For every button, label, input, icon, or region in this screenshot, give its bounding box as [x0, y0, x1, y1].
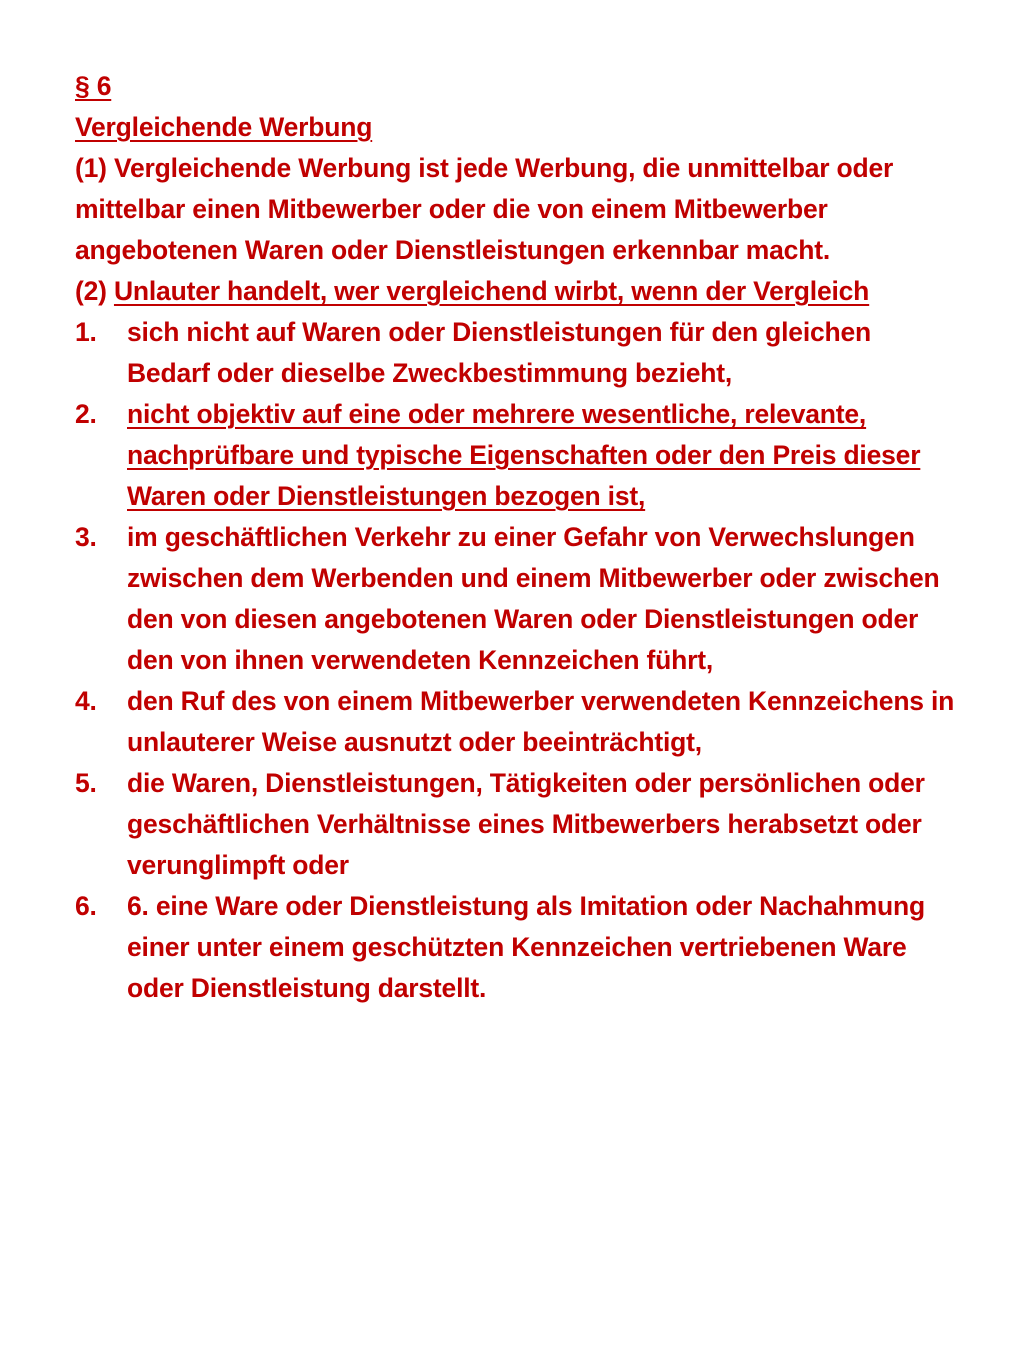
list-item [75, 312, 955, 394]
paragraph-2-underlined: Unlauter handelt, wer vergleichend wirbt, wenn der Vergleich [113, 276, 870, 306]
section-heading: Vergleichende Werbung [75, 112, 373, 142]
conditions-list [75, 312, 955, 1009]
paragraph-2-prefix: (2) [75, 276, 114, 306]
list-item [75, 394, 955, 517]
list-item-number: 4. [75, 686, 97, 716]
section-number: § 6 [75, 71, 112, 101]
list-item-text: nicht objektiv auf eine oder mehrere wesentliche, relevante, nachprüfbare und typische Eigenschaften oder den Preis dieser Waren oder Dienstleistungen bezogen ist, [127, 399, 921, 511]
paragraph-1: (1) Vergleichende Werbung ist jede Werbung, die unmittelbar oder mittelbar einen Mitbewerber oder die von einem Mitbewerber angebotenen Waren oder Dienstleistungen erkennbar macht. [75, 153, 894, 265]
paragraph-2 [75, 271, 955, 312]
list-item-number: 3. [75, 522, 97, 552]
list-item-number: 2. [75, 399, 97, 429]
list-item [75, 517, 955, 681]
list-item-number: 5. [75, 768, 97, 798]
list-item-text: die Waren, Dienstleistungen, Tätigkeiten oder persönlichen oder geschäftlichen Verhältnisse eines Mitbewerbers herabsetzt oder verunglimpft oder [127, 768, 925, 880]
list-item [75, 886, 955, 1009]
list-item-number: 6. [75, 891, 97, 921]
list-item [75, 681, 955, 763]
list-item-text: 6. eine Ware oder Dienstleistung als Imitation oder Nachahmung einer unter einem geschützten Kennzeichen vertriebenen Ware oder Dienstleistung darstellt. [127, 891, 925, 1003]
list-item [75, 763, 955, 886]
list-item-text: im geschäftlichen Verkehr zu einer Gefahr von Verwechslungen zwischen dem Werbenden und einem Mitbewerber oder zwischen den von diesen angebotenen Waren oder Dienstleistungen oder den von ihnen verwendeten Kennzeichen führt, [127, 522, 940, 675]
document-body [75, 66, 955, 1009]
list-item-number: 1. [75, 317, 97, 347]
list-item-text: den Ruf des von einem Mitbewerber verwendeten Kennzeichens in unlauterer Weise ausnutzt oder beeinträchtigt, [127, 686, 955, 757]
list-item-text: sich nicht auf Waren oder Dienstleistungen für den gleichen Bedarf oder dieselbe Zweckbestimmung bezieht, [127, 317, 872, 388]
